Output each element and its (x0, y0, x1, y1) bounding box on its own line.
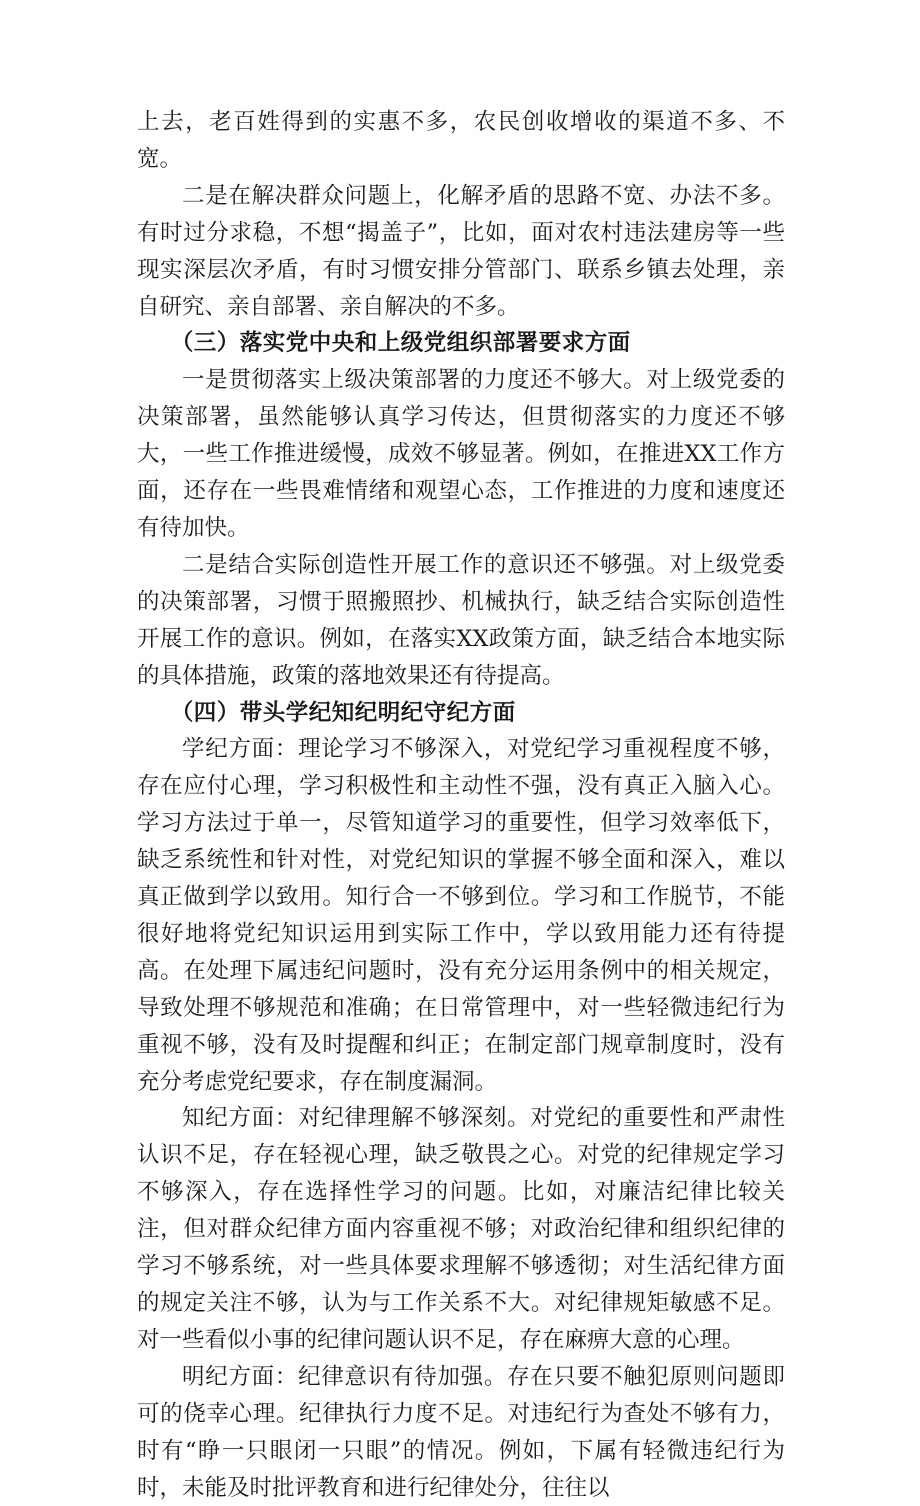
paragraph-implementation: 一是贯彻落实上级决策部署的力度还不够大。对上级党委的决策部署，虽然能够认真学习传达，但贯彻落实的力度还不够大，一些工作推进缓慢，成效不够显著。例如，在推进XX工作方面，还存在一些畏难情绪和观望心态，工作推进的力度和速度还有待加快。 (137, 367, 785, 541)
paragraph-problem-solving: 二是在解决群众问题上，化解矛盾的思路不宽、办法不多。有时过分求稳，不想“揭盖子”，比如，面对农村违法建房等一些现实深层次矛盾，有时习惯安排分管部门、联系乡镇去处理，亲自研究、亲自部署、亲自解决的不多。 (137, 182, 785, 320)
section-heading-3: （三）落实党中央和上级党组织部署要求方面 (170, 330, 631, 357)
section-heading-4: （四）带头学纪知纪明纪守纪方面 (170, 699, 516, 726)
paragraph-creativity: 二是结合实际创造性开展工作的意识还不够强。对上级党委的决策部署，习惯于照搬照抄、机械执行，缺乏结合实际创造性开展工作的意识。例如，在落实XX政策方面，缺乏结合本地实际的具体措施，政策的落地效果还有待提高。 (137, 551, 785, 689)
document-body (137, 104, 785, 1506)
paragraph-knowing-discipline: 知纪方面：对纪律理解不够深刻。对党纪的重要性和严肃性认识不足，存在轻视心理，缺乏敬畏之心。对党的纪律规定学习不够深入，存在选择性学习的问题。比如，对廉洁纪律比较关注，但对群众纪律方面内容重视不够；对政治纪律和组织纪律的学习不够系统，对一些具体要求理解不够透彻；对生活纪律方面的规定关注不够，认为与工作关系不大。对纪律规矩敏感不足。对一些看似小事的纪律问题认识不足，存在麻痹大意的心理。 (137, 1105, 785, 1353)
paragraph-continuation: 上去，老百姓得到的实惠不多，农民创收增收的渠道不多、不宽。 (137, 109, 785, 172)
paragraph-understanding-discipline: 明纪方面：纪律意识有待加强。存在只要不触犯原则问题即可的侥幸心理。纪律执行力度不足。对违纪行为查处不够有力，时有“睁一只眼闭一只眼”的情况。例如，下属有轻微违纪行为时，未能及时批评教育和进行纪律处分，往往以 (137, 1363, 785, 1501)
paragraph-learning-discipline: 学纪方面：理论学习不够深入，对党纪学习重视程度不够，存在应付心理，学习积极性和主动性不强，没有真正入脑入心。学习方法过于单一，尽管知道学习的重要性，但学习效率低下，缺乏系统性和针对性，对党纪知识的掌握不够全面和深入，难以真正做到学以致用。知行合一不够到位。学习和工作脱节，不能很好地将党纪知识运用到实际工作中，学以致用能力还有待提高。在处理下属违纪问题时，没有充分运用条例中的相关规定，导致处理不够规范和准确；在日常管理中，对一些轻微违纪行为重视不够，没有及时提醒和纠正；在制定部门规章制度时，没有充分考虑党纪要求，存在制度漏洞。 (137, 736, 785, 1095)
